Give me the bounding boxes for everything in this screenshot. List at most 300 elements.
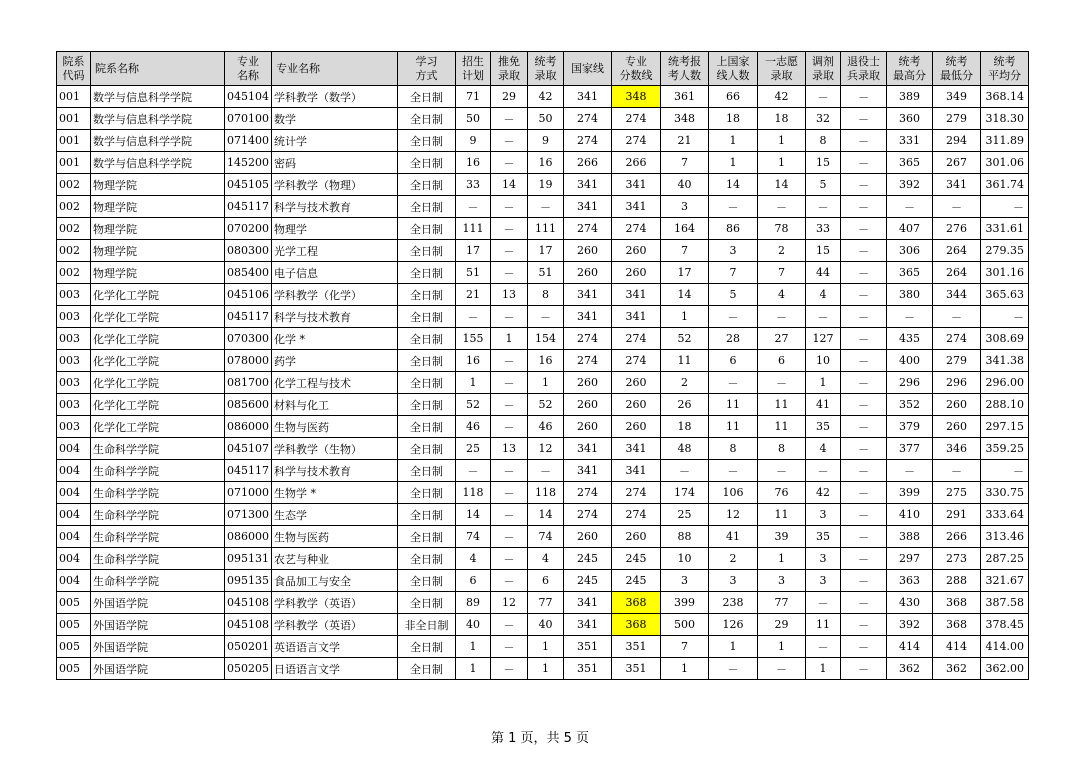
table-cell: 生命科学学院 bbox=[91, 548, 225, 570]
table-cell: 全日制 bbox=[398, 306, 456, 328]
table-cell: 266 bbox=[564, 152, 612, 174]
table-cell: － bbox=[491, 108, 528, 130]
table-cell: 密码 bbox=[272, 152, 398, 174]
table-cell: 42 bbox=[528, 86, 564, 108]
table-cell: 341 bbox=[564, 614, 612, 636]
table-cell: 174 bbox=[661, 482, 709, 504]
table-cell: － bbox=[841, 416, 887, 438]
table-cell: 346 bbox=[933, 438, 981, 460]
table-cell: 数学 bbox=[272, 108, 398, 130]
table-cell: － bbox=[981, 196, 1029, 218]
table-cell: － bbox=[491, 394, 528, 416]
table-cell: 89 bbox=[456, 592, 491, 614]
table-cell: 238 bbox=[709, 592, 758, 614]
table-cell: － bbox=[491, 372, 528, 394]
table-cell: 362 bbox=[887, 658, 933, 680]
table-cell: 288 bbox=[933, 570, 981, 592]
table-cell: 1 bbox=[758, 130, 806, 152]
table-cell: － bbox=[709, 372, 758, 394]
table-cell: 5 bbox=[806, 174, 841, 196]
table-cell: 全日制 bbox=[398, 592, 456, 614]
table-cell: 25 bbox=[661, 504, 709, 526]
table-cell: 296 bbox=[887, 372, 933, 394]
table-cell: 17 bbox=[661, 262, 709, 284]
table-cell: － bbox=[491, 460, 528, 482]
admission-table bbox=[56, 51, 1029, 680]
table-cell: － bbox=[491, 240, 528, 262]
table-cell: 368 bbox=[933, 614, 981, 636]
table-cell: － bbox=[806, 86, 841, 108]
table-cell: 全日制 bbox=[398, 526, 456, 548]
table-cell: 118 bbox=[528, 482, 564, 504]
table-cell: 348 bbox=[661, 108, 709, 130]
table-cell: 14 bbox=[709, 174, 758, 196]
column-header: 上国家 线人数 bbox=[709, 52, 758, 86]
table-cell: 5 bbox=[709, 284, 758, 306]
table-cell: 274 bbox=[612, 504, 661, 526]
table-cell: 002 bbox=[57, 196, 91, 218]
table-cell: 003 bbox=[57, 350, 91, 372]
table-cell: 1 bbox=[709, 636, 758, 658]
table-cell: 164 bbox=[661, 218, 709, 240]
table-cell: 非全日制 bbox=[398, 614, 456, 636]
table-row bbox=[57, 592, 1029, 614]
table-cell: 260 bbox=[612, 262, 661, 284]
table-cell: － bbox=[887, 460, 933, 482]
table-cell: 045108 bbox=[225, 614, 272, 636]
table-cell: 生物学 * bbox=[272, 482, 398, 504]
table-cell: 学科教学（英语） bbox=[272, 592, 398, 614]
table-cell: 生命科学学院 bbox=[91, 570, 225, 592]
table-cell: 245 bbox=[612, 570, 661, 592]
table-cell: 6 bbox=[528, 570, 564, 592]
table-cell: 42 bbox=[758, 86, 806, 108]
table-cell: 化学化工学院 bbox=[91, 328, 225, 350]
table-cell: － bbox=[456, 460, 491, 482]
table-cell: 2 bbox=[661, 372, 709, 394]
table-cell: 331.61 bbox=[981, 218, 1029, 240]
table-cell: 306 bbox=[887, 240, 933, 262]
table-cell: － bbox=[491, 482, 528, 504]
table-cell: 297 bbox=[887, 548, 933, 570]
table-cell: 29 bbox=[758, 614, 806, 636]
table-cell: 245 bbox=[612, 548, 661, 570]
table-cell: 274 bbox=[612, 130, 661, 152]
table-cell: 统计学 bbox=[272, 130, 398, 152]
table-cell: 260 bbox=[564, 240, 612, 262]
table-cell: 3 bbox=[661, 570, 709, 592]
table-cell: 365 bbox=[887, 152, 933, 174]
table-cell: 1 bbox=[758, 636, 806, 658]
table-cell: 全日制 bbox=[398, 416, 456, 438]
table-cell: 1 bbox=[528, 658, 564, 680]
table-cell: 全日制 bbox=[398, 174, 456, 196]
table-cell: 341 bbox=[612, 284, 661, 306]
column-header: 退役士 兵录取 bbox=[841, 52, 887, 86]
table-cell: － bbox=[841, 372, 887, 394]
table-cell: 11 bbox=[709, 394, 758, 416]
table-cell: 1 bbox=[456, 636, 491, 658]
table-cell: － bbox=[491, 218, 528, 240]
table-row bbox=[57, 416, 1029, 438]
table-cell: 266 bbox=[933, 526, 981, 548]
table-cell: 全日制 bbox=[398, 284, 456, 306]
column-header: 推免 录取 bbox=[491, 52, 528, 86]
table-cell: 21 bbox=[661, 130, 709, 152]
table-cell: 260 bbox=[612, 394, 661, 416]
table-cell: 111 bbox=[456, 218, 491, 240]
table-cell: 16 bbox=[456, 350, 491, 372]
table-row bbox=[57, 614, 1029, 636]
table-cell: 341 bbox=[564, 284, 612, 306]
table-cell: 045106 bbox=[225, 284, 272, 306]
table-cell: 11 bbox=[758, 394, 806, 416]
table-cell: 8 bbox=[758, 438, 806, 460]
table-cell: 1 bbox=[491, 328, 528, 350]
table-cell: 435 bbox=[887, 328, 933, 350]
table-cell: 001 bbox=[57, 152, 91, 174]
table-cell: 095131 bbox=[225, 548, 272, 570]
table-cell: 14 bbox=[491, 174, 528, 196]
table-cell: 13 bbox=[491, 284, 528, 306]
table-cell: 071400 bbox=[225, 130, 272, 152]
table-cell: 260 bbox=[612, 416, 661, 438]
table-row bbox=[57, 394, 1029, 416]
table-cell: 126 bbox=[709, 614, 758, 636]
column-header: 院系名称 bbox=[91, 52, 225, 86]
column-header: 专业名称 bbox=[272, 52, 398, 86]
table-cell: 46 bbox=[528, 416, 564, 438]
table-cell: 11 bbox=[661, 350, 709, 372]
table-cell: － bbox=[841, 394, 887, 416]
table-cell: － bbox=[456, 306, 491, 328]
table-cell: － bbox=[758, 658, 806, 680]
table-cell: 045117 bbox=[225, 306, 272, 328]
table-cell: － bbox=[841, 570, 887, 592]
table-cell: 学科教学（生物） bbox=[272, 438, 398, 460]
table-cell: 154 bbox=[528, 328, 564, 350]
table-cell: 341 bbox=[612, 460, 661, 482]
page-footer: 第 1 页，共 5 页 bbox=[490, 731, 590, 746]
table-cell: 070200 bbox=[225, 218, 272, 240]
table-cell: 002 bbox=[57, 262, 91, 284]
table-cell: 18 bbox=[709, 108, 758, 130]
table-cell: 004 bbox=[57, 482, 91, 504]
table-cell: 3 bbox=[806, 504, 841, 526]
table-cell: 1 bbox=[806, 658, 841, 680]
table-cell: 118 bbox=[456, 482, 491, 504]
table-cell: 14 bbox=[528, 504, 564, 526]
table-cell: 电子信息 bbox=[272, 262, 398, 284]
table-cell: 12 bbox=[491, 592, 528, 614]
table-cell: 化学化工学院 bbox=[91, 372, 225, 394]
table-cell: 274 bbox=[933, 328, 981, 350]
table-cell: 362 bbox=[933, 658, 981, 680]
table-cell: 28 bbox=[709, 328, 758, 350]
table-cell: 260 bbox=[564, 526, 612, 548]
table-cell: 377 bbox=[887, 438, 933, 460]
table-cell: 095135 bbox=[225, 570, 272, 592]
table-cell: 001 bbox=[57, 86, 91, 108]
table-cell: 35 bbox=[806, 416, 841, 438]
column-header: 国家线 bbox=[564, 52, 612, 86]
table-cell: － bbox=[887, 306, 933, 328]
column-header: 统考报 考人数 bbox=[661, 52, 709, 86]
table-cell: 070100 bbox=[225, 108, 272, 130]
table-cell: － bbox=[841, 328, 887, 350]
table-cell: 19 bbox=[528, 174, 564, 196]
table-cell: 74 bbox=[456, 526, 491, 548]
table-cell: 全日制 bbox=[398, 372, 456, 394]
table-cell: 260 bbox=[564, 262, 612, 284]
table-cell: 8 bbox=[806, 130, 841, 152]
table-cell: 380 bbox=[887, 284, 933, 306]
table-cell: 7 bbox=[661, 636, 709, 658]
table-cell: 生命科学学院 bbox=[91, 460, 225, 482]
table-cell: 物理学院 bbox=[91, 174, 225, 196]
table-cell: 341 bbox=[933, 174, 981, 196]
table-cell: 004 bbox=[57, 548, 91, 570]
table-cell: 14 bbox=[661, 284, 709, 306]
table-cell: － bbox=[456, 196, 491, 218]
table-cell: 化学化工学院 bbox=[91, 394, 225, 416]
table-cell: 日语语言文学 bbox=[272, 658, 398, 680]
table-cell: 004 bbox=[57, 504, 91, 526]
table-cell: 40 bbox=[456, 614, 491, 636]
table-cell: 260 bbox=[564, 394, 612, 416]
table-row bbox=[57, 196, 1029, 218]
table-cell: － bbox=[709, 658, 758, 680]
table-cell: 288.10 bbox=[981, 394, 1029, 416]
table-cell: 化学化工学院 bbox=[91, 306, 225, 328]
table-cell: 1 bbox=[806, 372, 841, 394]
table-cell: 生命科学学院 bbox=[91, 504, 225, 526]
table-cell: 10 bbox=[661, 548, 709, 570]
table-row bbox=[57, 372, 1029, 394]
table-cell: 311.89 bbox=[981, 130, 1029, 152]
table-cell: 341 bbox=[564, 174, 612, 196]
table-row bbox=[57, 350, 1029, 372]
table-row bbox=[57, 504, 1029, 526]
table-cell: 26 bbox=[661, 394, 709, 416]
table-cell: 40 bbox=[528, 614, 564, 636]
table-cell: 003 bbox=[57, 284, 91, 306]
table-cell: 274 bbox=[564, 130, 612, 152]
table-cell: 414.00 bbox=[981, 636, 1029, 658]
table-cell: － bbox=[841, 174, 887, 196]
table-cell: 361.74 bbox=[981, 174, 1029, 196]
table-cell: 27 bbox=[758, 328, 806, 350]
table-cell: 260 bbox=[564, 416, 612, 438]
table-cell: 21 bbox=[456, 284, 491, 306]
table-cell: 77 bbox=[528, 592, 564, 614]
table-cell: 4 bbox=[528, 548, 564, 570]
table-cell: 10 bbox=[806, 350, 841, 372]
table-cell: 9 bbox=[528, 130, 564, 152]
table-cell: － bbox=[841, 460, 887, 482]
table-cell: 005 bbox=[57, 614, 91, 636]
column-header: 学习 方式 bbox=[398, 52, 456, 86]
table-cell: 004 bbox=[57, 460, 91, 482]
table-cell: － bbox=[491, 306, 528, 328]
table-cell: 301.16 bbox=[981, 262, 1029, 284]
table-cell: 004 bbox=[57, 570, 91, 592]
table-cell: － bbox=[841, 152, 887, 174]
table-cell: 全日制 bbox=[398, 570, 456, 592]
table-cell: 39 bbox=[758, 526, 806, 548]
table-cell: － bbox=[491, 262, 528, 284]
table-row bbox=[57, 460, 1029, 482]
table-cell: 15 bbox=[806, 152, 841, 174]
table-cell: 050201 bbox=[225, 636, 272, 658]
table-row bbox=[57, 548, 1029, 570]
table-cell: 3 bbox=[806, 548, 841, 570]
table-cell: 化学工程与技术 bbox=[272, 372, 398, 394]
table-cell: 145200 bbox=[225, 152, 272, 174]
table-cell: 6 bbox=[709, 350, 758, 372]
table-cell: 330.75 bbox=[981, 482, 1029, 504]
table-cell: 001 bbox=[57, 108, 91, 130]
table-cell: 51 bbox=[528, 262, 564, 284]
table-cell: 11 bbox=[758, 504, 806, 526]
table-cell: 296.00 bbox=[981, 372, 1029, 394]
table-cell: － bbox=[528, 306, 564, 328]
table-cell: 生命科学学院 bbox=[91, 438, 225, 460]
table-cell: 045104 bbox=[225, 86, 272, 108]
table-cell: 274 bbox=[564, 218, 612, 240]
table-cell: 数学与信息科学学院 bbox=[91, 86, 225, 108]
table-cell: 050205 bbox=[225, 658, 272, 680]
table-cell: 科学与技术教育 bbox=[272, 306, 398, 328]
table-cell: 32 bbox=[806, 108, 841, 130]
table-cell: 12 bbox=[709, 504, 758, 526]
table-cell: － bbox=[841, 218, 887, 240]
table-cell: 8 bbox=[528, 284, 564, 306]
table-cell: 080300 bbox=[225, 240, 272, 262]
table-cell: 全日制 bbox=[398, 658, 456, 680]
table-cell: 002 bbox=[57, 174, 91, 196]
table-row bbox=[57, 306, 1029, 328]
table-cell: 351 bbox=[564, 658, 612, 680]
table-cell: － bbox=[841, 504, 887, 526]
table-cell: 274 bbox=[564, 328, 612, 350]
table-cell: 35 bbox=[806, 526, 841, 548]
table-cell: － bbox=[491, 350, 528, 372]
table-cell: － bbox=[841, 438, 887, 460]
table-cell: － bbox=[806, 306, 841, 328]
table-cell: 275 bbox=[933, 482, 981, 504]
table-cell: 045108 bbox=[225, 592, 272, 614]
table-cell: 106 bbox=[709, 482, 758, 504]
table-cell: 279 bbox=[933, 350, 981, 372]
table-cell: 414 bbox=[933, 636, 981, 658]
table-cell: 学科教学（化学） bbox=[272, 284, 398, 306]
table-cell: 349 bbox=[933, 86, 981, 108]
table-cell: 368 bbox=[612, 592, 661, 614]
table-cell: － bbox=[758, 460, 806, 482]
table-cell: 76 bbox=[758, 482, 806, 504]
table-cell: － bbox=[806, 460, 841, 482]
table-cell: 318.30 bbox=[981, 108, 1029, 130]
table-cell: 002 bbox=[57, 240, 91, 262]
table-cell: － bbox=[806, 636, 841, 658]
table-cell: 005 bbox=[57, 658, 91, 680]
table-cell: 331 bbox=[887, 130, 933, 152]
table-cell: － bbox=[933, 196, 981, 218]
table-cell: 274 bbox=[612, 328, 661, 350]
table-cell: 363 bbox=[887, 570, 933, 592]
table-cell: 273 bbox=[933, 548, 981, 570]
table-cell: 360 bbox=[887, 108, 933, 130]
table-cell: 74 bbox=[528, 526, 564, 548]
table-cell: 全日制 bbox=[398, 350, 456, 372]
table-cell: 3 bbox=[806, 570, 841, 592]
table-cell: 光学工程 bbox=[272, 240, 398, 262]
table-cell: 001 bbox=[57, 130, 91, 152]
table-cell: 368.14 bbox=[981, 86, 1029, 108]
table-row bbox=[57, 152, 1029, 174]
table-cell: 77 bbox=[758, 592, 806, 614]
table-cell: － bbox=[841, 658, 887, 680]
table-cell: 52 bbox=[528, 394, 564, 416]
table-cell: － bbox=[528, 196, 564, 218]
table-cell: 294 bbox=[933, 130, 981, 152]
table-cell: 368 bbox=[933, 592, 981, 614]
table-cell: 1 bbox=[456, 658, 491, 680]
table-cell: 276 bbox=[933, 218, 981, 240]
table-cell: － bbox=[758, 306, 806, 328]
table-cell: 1 bbox=[758, 548, 806, 570]
table-cell: 71 bbox=[456, 86, 491, 108]
table-cell: － bbox=[491, 526, 528, 548]
table-cell: 274 bbox=[612, 218, 661, 240]
table-cell: 085600 bbox=[225, 394, 272, 416]
table-cell: － bbox=[491, 152, 528, 174]
table-cell: 生物与医药 bbox=[272, 416, 398, 438]
table-cell: 392 bbox=[887, 174, 933, 196]
table-cell: 002 bbox=[57, 218, 91, 240]
table-cell: 341 bbox=[564, 438, 612, 460]
table-row bbox=[57, 174, 1029, 196]
table-cell: 4 bbox=[806, 438, 841, 460]
table-cell: － bbox=[491, 614, 528, 636]
table-cell: 17 bbox=[456, 240, 491, 262]
table-cell: 365.63 bbox=[981, 284, 1029, 306]
table-cell: 16 bbox=[528, 350, 564, 372]
table-cell: － bbox=[841, 196, 887, 218]
table-cell: 药学 bbox=[272, 350, 398, 372]
table-cell: － bbox=[491, 570, 528, 592]
table-cell: 86 bbox=[709, 218, 758, 240]
table-cell: 155 bbox=[456, 328, 491, 350]
table-cell: － bbox=[841, 306, 887, 328]
table-cell: 生物与医药 bbox=[272, 526, 398, 548]
table-cell: 外国语学院 bbox=[91, 658, 225, 680]
table-cell: 297.15 bbox=[981, 416, 1029, 438]
table-cell: 全日制 bbox=[398, 438, 456, 460]
table-cell: － bbox=[933, 306, 981, 328]
table-cell: 260 bbox=[612, 526, 661, 548]
table-cell: － bbox=[841, 592, 887, 614]
table-cell: 341 bbox=[612, 196, 661, 218]
table-cell: 物理学院 bbox=[91, 262, 225, 284]
table-cell: 1 bbox=[456, 372, 491, 394]
table-cell: 260 bbox=[933, 416, 981, 438]
table-cell: 274 bbox=[564, 482, 612, 504]
table-cell: 全日制 bbox=[398, 460, 456, 482]
table-cell: 348 bbox=[612, 86, 661, 108]
table-cell: 50 bbox=[528, 108, 564, 130]
